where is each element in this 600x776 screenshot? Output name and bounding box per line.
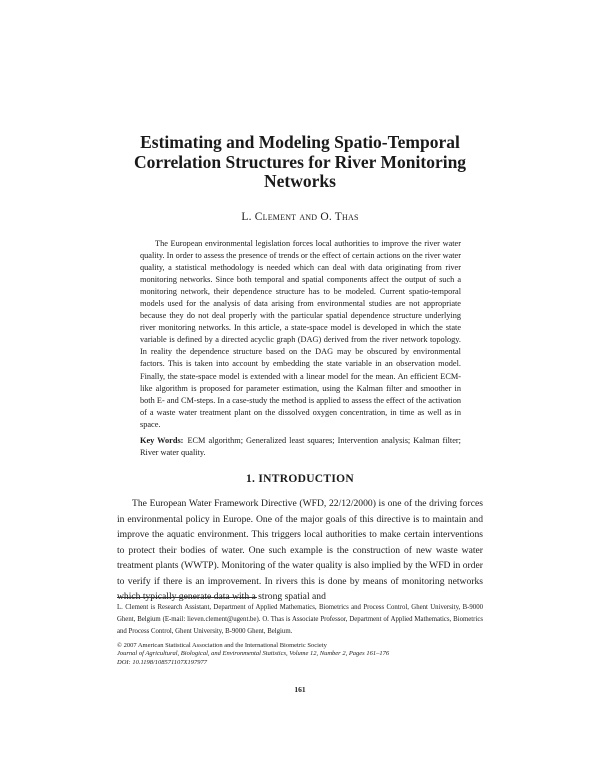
keywords [140,435,461,459]
copyright-line: © 2007 American Statistical Association and the International Biometric Society [117,642,327,649]
author-footnote: L. Clement is Research Assistant, Department of Applied Mathematics, Biometrics and Process Control, Ghent University, B-9000 Ghent, Belgium (E-mail: lieven.clement@ugent.be). O. Thas is Associate Professor, Department of Applied Mathematics, Biometrics and Process Control, Ghent University, B-9000 Ghent, Belgium. [117,604,483,635]
keywords-label: Key Words: [140,436,184,445]
keywords-text: ECM algorithm; Generalized least squares; Intervention analysis; Kalman filter; River water quality. [140,436,461,457]
article-title: Estimating and Modeling Spatio-Temporal Correlation Structures for River Monitoring Networks [133,132,467,191]
footnote-divider [117,597,257,598]
doi: DOI: 10.1198/108571107X197977 [117,658,208,666]
section-heading-introduction: 1. INTRODUCTION [245,473,354,485]
page-number: 161 [294,685,306,694]
journal-citation: Journal of Agricultural, Biological, and Environmental Statistics, Volume 12, Number 2, Pages 161–176 [117,650,390,658]
abstract: The European environmental legislation forces local authorities to improve the river water quality. In order to assess the presence of trends or the effect of certain actions on the river water quality, a statistical methodology is needed which can deal with data originating from river monitoring networks. Since both temporal and spatial components affect the output of such a monitoring network, their dependence structure has to be modeled. Current spatio-temporal models used for the analysis of data arising from environmental studies are not appropriate because they do not deal properly with the particular spatial dependence structure underlying river monitoring networks. In this article, a state-space model is developed in which the state variable is defined by a directed acyclic graph (DAG) derived from the river network topology. In reality the dependence structure based on the DAG may be obscured by environmental factors. This is taken into account by embedding the state variable in an observation model. Finally, the state-space model is extended with a linear model for the mean. An efficient ECM-like algorithm is proposed for parameter estimation, using the Kalman filter and smoother in both E- and CM-steps. In a case-study the method is applied to assess the effect of the activation of a waste water treatment plant on the dissolved oxygen concentration, in time as well as in space. [140,239,461,429]
article-authors: L. Clement and O. Thas [241,211,359,223]
copyright-block [117,642,483,667]
introduction-paragraph: The European Water Framework Directive (WFD, 22/12/2000) is one of the driving forces in environmental policy in Europe. One of the major goals of this directive is to maintain and improve the aquatic environment. This triggers local authorities to make certain interventions to protect their bodies of water. One such example is the construction of new waste water treatment plants (WWTP). Monitoring of the water quality is also implied by the WFD in order to verify if there is an improvement. In rivers this is done by means of monitoring networks which typically generate data with a strong spatial and [117,498,483,602]
